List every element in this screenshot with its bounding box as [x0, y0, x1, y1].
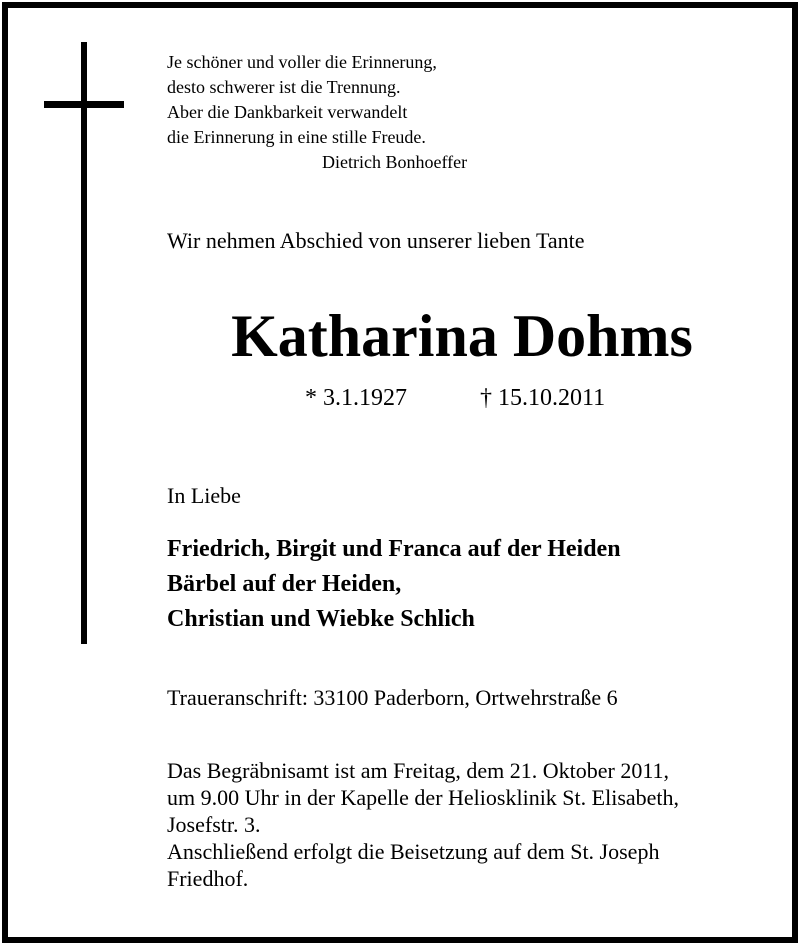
mourners-list: [167, 532, 621, 637]
funeral-line: Friedhof.: [167, 866, 249, 891]
mourner-line: Friedrich, Birgit und Franca auf der Heiden: [167, 536, 621, 562]
deceased-name: Katharina Dohms: [231, 303, 693, 369]
quote-line: Aber die Dankbarkeit verwandelt: [167, 102, 408, 122]
mourner-line: Bärbel auf der Heiden,: [167, 571, 402, 597]
mourning-address: Traueranschrift: 33100 Paderborn, Ortwehrstraße 6: [167, 685, 618, 710]
quote-block: [167, 50, 467, 175]
intro-text: Wir nehmen Abschied von unserer lieben Tante: [167, 228, 585, 253]
mourner-line: Christian und Wiebke Schlich: [167, 606, 475, 632]
cross-horizontal-bar: [44, 101, 124, 108]
funeral-line: um 9.00 Uhr in der Kapelle der Heliosklinik St. Elisabeth,: [167, 785, 680, 810]
funeral-info: [167, 757, 679, 892]
in-love-text: In Liebe: [167, 483, 241, 508]
funeral-line: Das Begräbnisamt ist am Freitag, dem 21. Oktober 2011,: [167, 758, 670, 783]
death-date: † 15.10.2011: [480, 385, 606, 411]
quote-line: desto schwerer ist die Trennung.: [167, 77, 401, 97]
funeral-line: Anschließend erfolgt die Beisetzung auf dem St. Joseph: [167, 839, 660, 864]
quote-author: Dietrich Bonhoeffer: [322, 152, 468, 172]
quote-line: Je schöner und voller die Erinnerung,: [167, 52, 437, 72]
quote-line: die Erinnerung in eine stille Freude.: [167, 127, 426, 147]
funeral-line: Josefstr. 3.: [167, 812, 261, 837]
birth-date: * 3.1.1927: [305, 385, 407, 411]
